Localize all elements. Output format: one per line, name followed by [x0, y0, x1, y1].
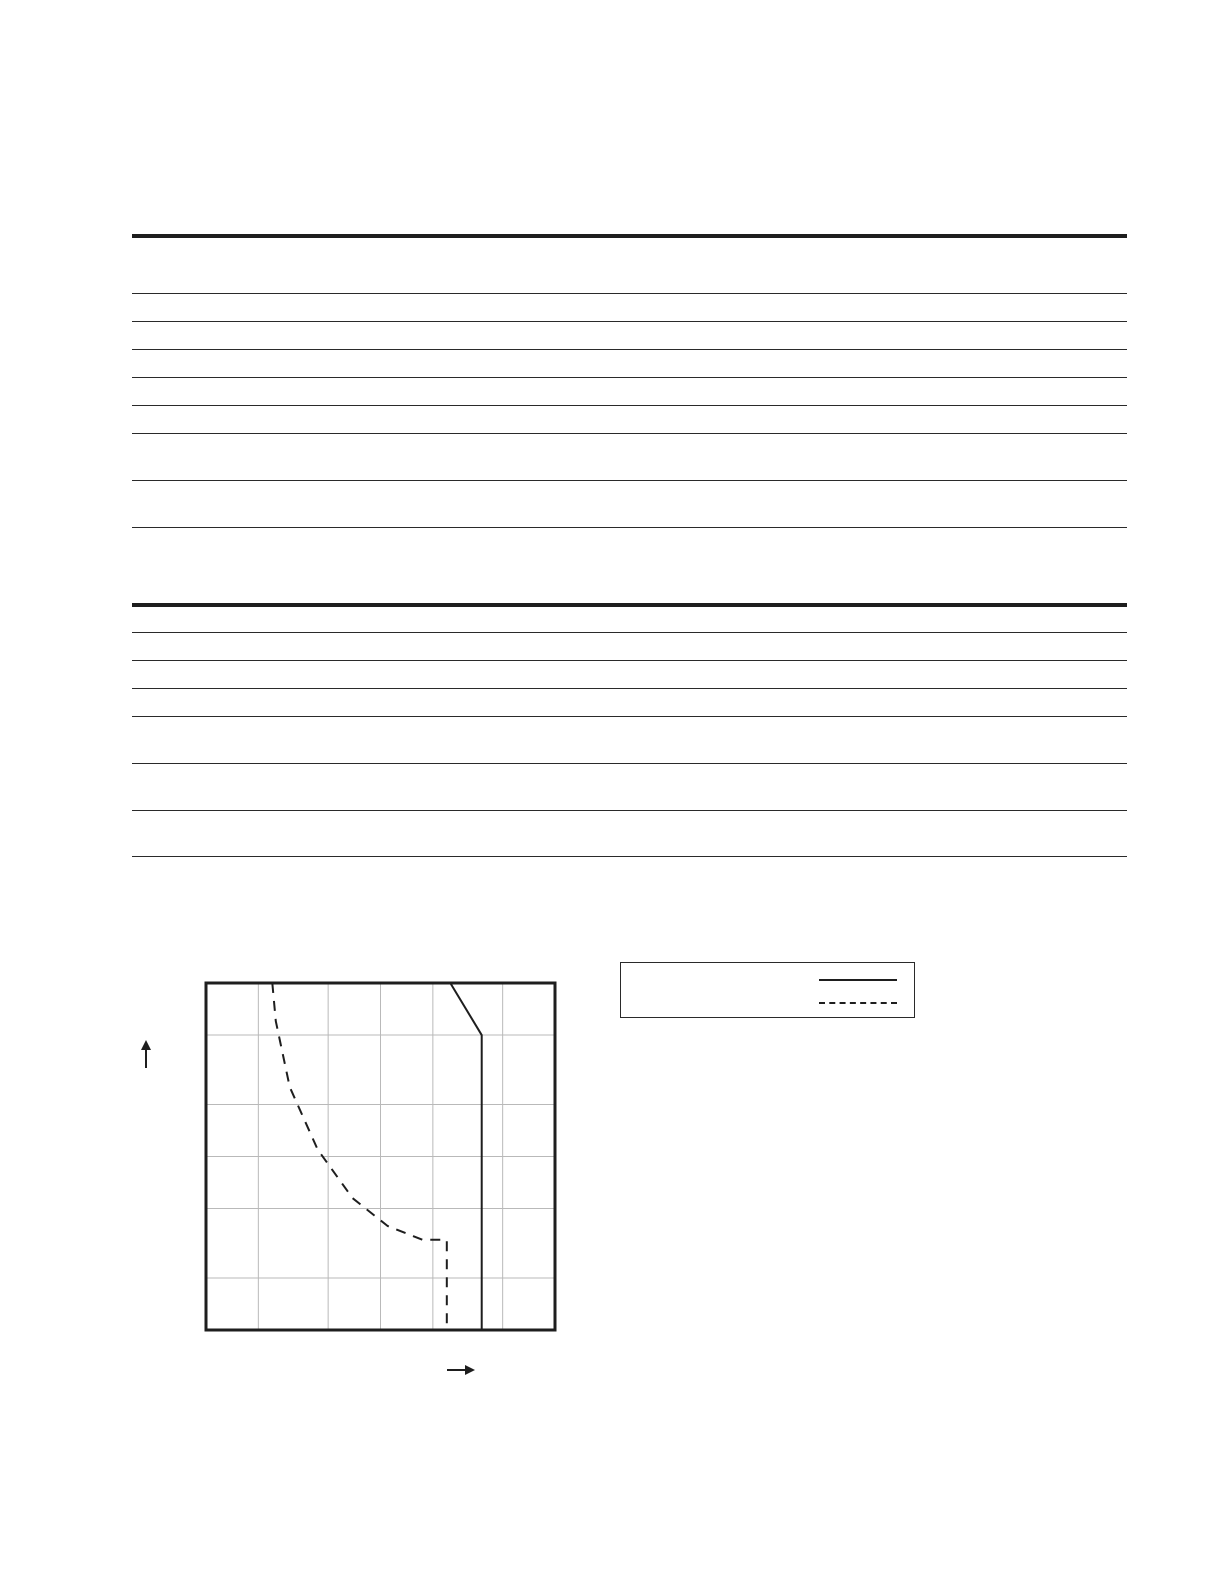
- chart-legend: [620, 962, 915, 1018]
- x-axis-arrow-icon: [447, 1365, 475, 1375]
- y-axis-arrow-icon: [141, 1040, 151, 1068]
- chart-grid: [206, 983, 555, 1330]
- legend-dashed-line: [819, 1002, 897, 1004]
- legend-solid-line: [819, 979, 897, 981]
